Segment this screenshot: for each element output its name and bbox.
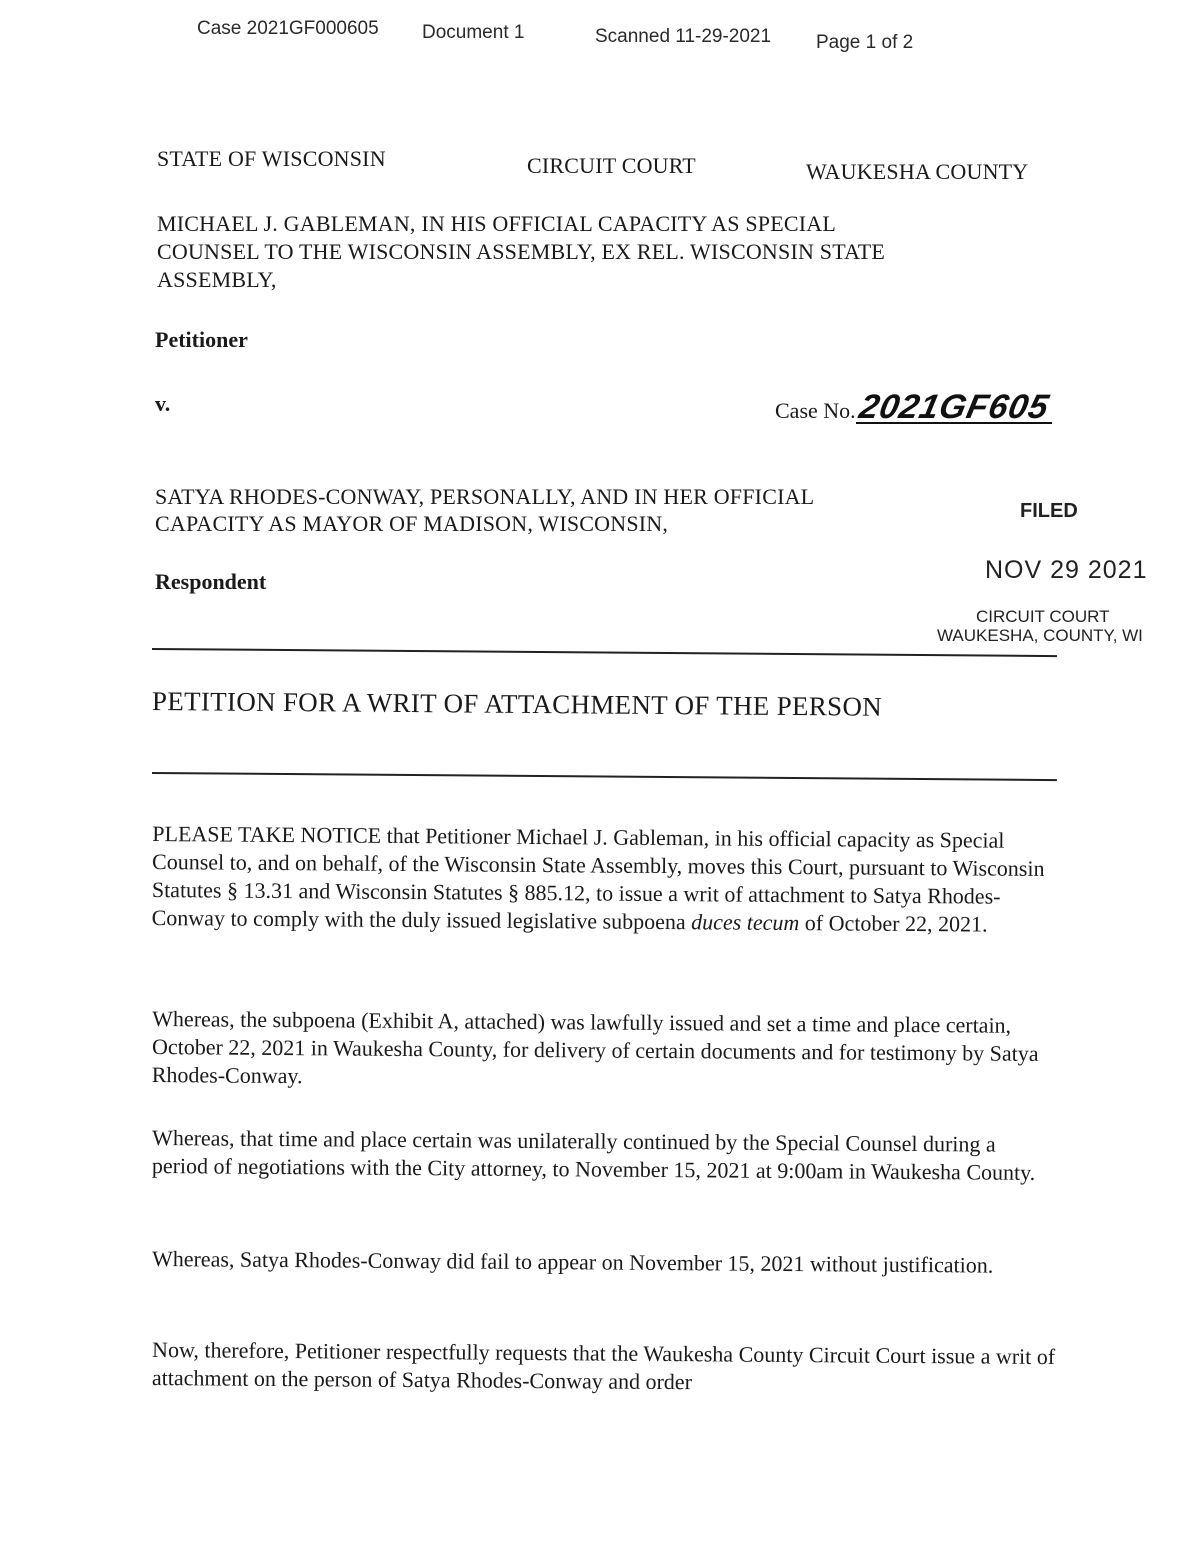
latin-term: duces tecum xyxy=(691,909,800,936)
scan-case-number: Case 2021GF000605 xyxy=(197,18,379,39)
divider-top xyxy=(152,648,1057,657)
filed-stamp-court: CIRCUIT COURT xyxy=(976,607,1110,626)
document-title: PETITION FOR A WRIT OF ATTACHMENT OF THE PERSON xyxy=(151,686,883,722)
filed-stamp-date: NOV 29 2021 xyxy=(985,556,1148,584)
petitioner-name-line2: COUNSEL TO THE WISCONSIN ASSEMBLY, EX REL. WISCONSIN STATE xyxy=(157,239,886,264)
versus-label: v. xyxy=(155,391,171,416)
petitioner-name-line1: MICHAEL J. GABLEMAN, IN HIS OFFICIAL CAPACITY AS SPECIAL xyxy=(157,211,836,236)
respondent-name-line2: CAPACITY AS MAYOR OF MADISON, WISCONSIN, xyxy=(155,511,669,536)
divider-bottom xyxy=(152,772,1057,781)
paragraph-whereas-subpoena: Whereas, the subpoena (Exhibit A, attached) was lawfully issued and set a time and place certain, October 22, 2021 in Waukesha County, for delivery of certain documents and for testimony by Satya Rhodes-Conway. xyxy=(151,1006,1039,1089)
paragraph-notice: PLEASE TAKE NOTICE that Petitioner Michael J. Gableman, in his official capacity as Special Counsel to, and on behalf, of the Wisconsin State Assembly, moves this Court, pursuant to Wisconsin Statutes § 13.31 and Wisconsin Statutes § 885.12, to issue a writ of attachment to Satya Rhodes-Conway to comply with the duly issued legislative subpoena duces tecum of October 22, 2021. xyxy=(151,821,1045,937)
scan-date: Scanned 11-29-2021 xyxy=(595,26,772,47)
county-heading: WAUKESHA COUNTY xyxy=(806,159,1029,184)
paragraph-whereas-continued: Whereas, that time and place certain was unilaterally continued by the Special Counsel during a period of negotiations with the City attorney, to November 15, 2021 at 9:00am in Waukesha County. xyxy=(151,1125,1036,1185)
respondent-role: Respondent xyxy=(155,569,267,594)
filed-stamp-location: WAUKESHA, COUNTY, WI xyxy=(937,626,1143,645)
scan-document-number: Document 1 xyxy=(422,22,525,43)
filed-stamp-label: FILED xyxy=(1020,500,1078,522)
scan-page-number: Page 1 of 2 xyxy=(816,32,914,53)
case-number-handwritten: 2021GF605 xyxy=(855,388,1053,426)
state-heading: STATE OF WISCONSIN xyxy=(157,146,386,171)
case-number-label: Case No. xyxy=(775,398,856,423)
case-number xyxy=(775,388,1052,427)
paragraph-request: Now, therefore, Petitioner respectfully requests that the Waukesha County Circuit Court issue a writ of attachment on the person of Satya Rhodes-Conway and order xyxy=(151,1337,1056,1395)
respondent-name-line1: SATYA RHODES-CONWAY, PERSONALLY, AND IN HER OFFICIAL xyxy=(155,484,815,509)
petitioner-role: Petitioner xyxy=(155,327,248,352)
paragraph-whereas-failure: Whereas, Satya Rhodes-Conway did fail to appear on November 15, 2021 without justification. xyxy=(151,1246,994,1278)
petitioner-name-line3: ASSEMBLY, xyxy=(157,267,277,292)
court-heading: CIRCUIT COURT xyxy=(527,153,696,178)
